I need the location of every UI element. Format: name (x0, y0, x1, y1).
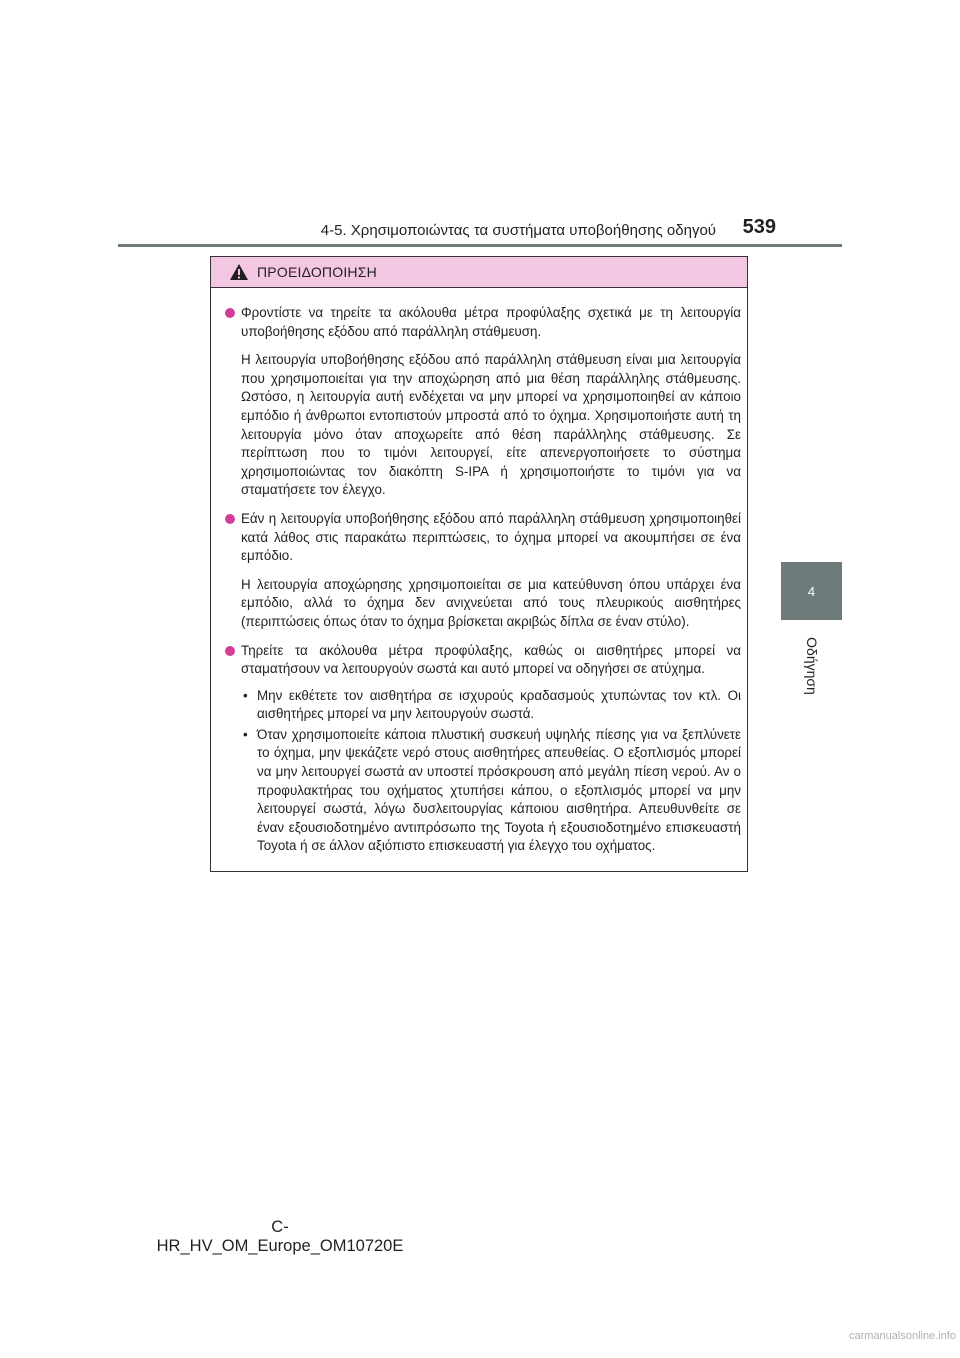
warning-triangle-icon (229, 263, 249, 281)
chapter-tab-label-text: Οδήγηση (803, 637, 820, 695)
bullet-dot-icon (225, 514, 235, 524)
watermark: carmanualsonline.info (848, 1330, 956, 1342)
list-item (241, 687, 741, 724)
header-rule (118, 244, 842, 247)
list-item (241, 726, 741, 856)
warning-point-lead: Τηρείτε τα ακόλουθα μέτρα προφύλαξης, καθώς οι αισθητήρες μπορεί να σταματήσουν να λειτουργούν σωστά και αυτό μπορεί να οδηγήσει σε ατύχημα. (241, 642, 741, 677)
warning-point-lead: Εάν η λειτουργία υποβοήθησης εξόδου από παράλληλη στάθμευση χρησιμοποιηθεί κατά λάθος στις παρακάτω περιπτώσεις, το όχημα μπορεί να ακουμπήσει σε ένα εμπόδιο. (241, 510, 741, 564)
warning-sub-list (241, 687, 741, 856)
bullet-dot-icon (225, 646, 235, 656)
warning-point-paragraph: Η λειτουργία αποχώρησης χρησιμοποιείται σε μια κατεύθυνση όπου υπάρχει ένα εμπόδιο, αλλά το όχημα δεν ανιχνεύεται από τους πλευρικούς αισθητήρες (περιπτώσεις όπως όταν το όχημα βρίσκεται ακριβώς δίπλα σε έναν στύλο). (241, 576, 741, 629)
warning-point-paragraph: Η λειτουργία υποβοήθησης εξόδου από παράλληλη στάθμευση είναι μια λειτουργία που χρησιμοποιείται για την αποχώρηση από μια θέση παράλληλης στάθμευσης. Ωστόσο, η λειτουργία αυτή ενδέχεται να μην μπορεί να χρησιμοποιηθεί αν κάποιο εμπόδιο ή άνθρωποι εντοπιστούν μπροστά από το όχημα. Χρησιμοποιήστε αυτή τη λειτουργία μόνο όταν αποχωρείτε από θέση παράλληλης στάθμευσης. Σε περίπτωση που το τιμόνι λειτουργεί, είτε απενεργοποιήσετε το σύστημα χρησιμοποιώντας τον διακόπτη S-IPA ή χρησιμοποιήστε το τιμόνι για να σταματήσετε τον έλεγχο. (241, 352, 741, 498)
list-item-text: Όταν χρησιμοποιείτε κάποια πλυστική συσκευή υψηλής πίεσης για να ξεπλύνετε το όχημα, μην ψεκάζετε νερό στους αισθητήρες απευθείας. Ο εξοπλισμός μπορεί να μην λειτουργεί σωστά αν υποστεί πρόσκρουση από μεγάλη πίεση νερού. Αν ο προφυλακτήρας του οχήματος χτυπήσει κάπου, ο εξοπλισμός μπορεί να μην λειτουργεί σωστά, λόγω δυσλειτουργίας κάποιου αισθητήρα. Απευθυνθείτε σε έναν εξουσιοδοτημένο αντιπρόσωπο της Toyota ή εξουσιοδοτημένο επισκευαστή Toyota ή σε άλλον αξιόπιστο επισκευαστή για έλεγχο του οχήματος. (257, 726, 741, 854)
warning-point (225, 510, 741, 632)
bullet-dot-icon (225, 308, 235, 318)
warning-point-lead: Φροντίστε να τηρείτε τα ακόλουθα μέτρα προφύλαξης σχετικά με τη λειτουργία υποβοήθησης εξόδου από παράλληλη στάθμευση. (241, 305, 741, 339)
warning-point (225, 642, 741, 857)
section-title: 4-5. Χρησιμοποιώντας τα συστήματα υποβοήθησης οδηγού (320, 222, 716, 239)
chapter-tab-label (781, 622, 842, 710)
page-number: 539 (742, 216, 776, 238)
warning-box (210, 256, 748, 872)
chapter-tab-number: 4 (781, 562, 842, 620)
warning-point (225, 304, 741, 500)
list-bullet-icon: • (243, 687, 248, 703)
list-item-text: Μην εκθέτετε τον αισθητήρα σε ισχυρούς κραδασμούς χτυπώντας τον κτλ. Οι αισθητήρες μπορεί να μην λειτουργούν σωστά. (257, 687, 741, 722)
warning-content (211, 288, 747, 856)
document-code: C-HR_HV_OM_Europe_OM10720E (156, 1218, 404, 1255)
list-bullet-icon: • (243, 726, 248, 742)
warning-title: ΠΡΟΕΙΔΟΠΟΙΗΣΗ (257, 264, 377, 280)
warning-header (211, 257, 747, 288)
